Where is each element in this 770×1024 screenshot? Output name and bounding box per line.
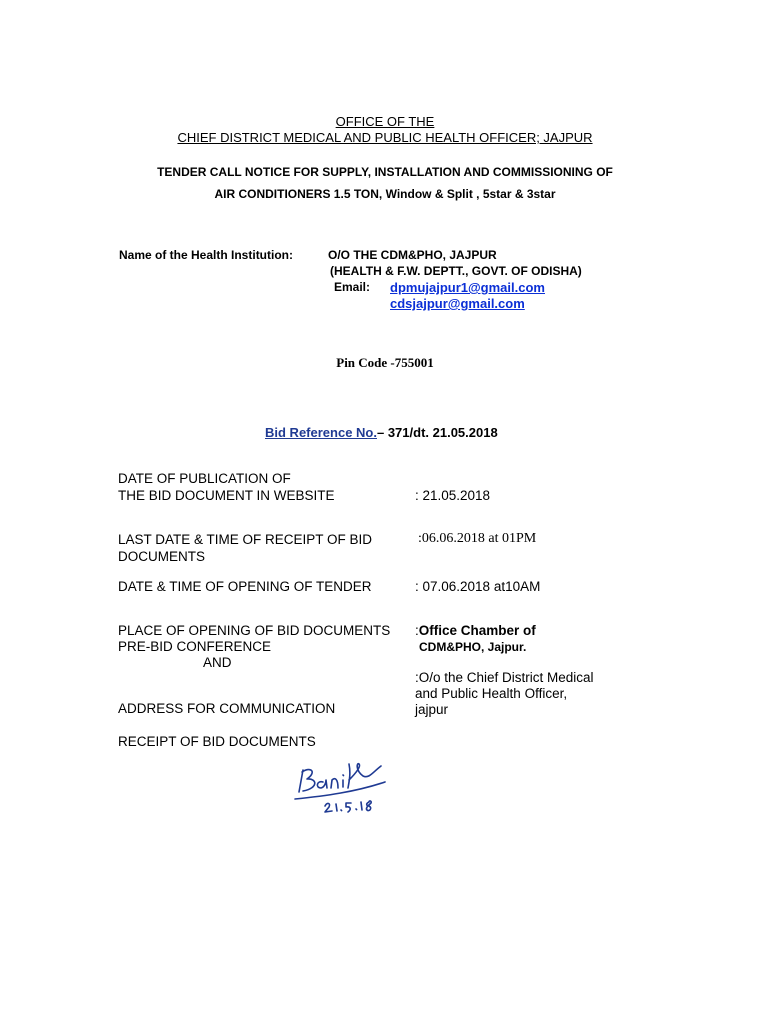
email-link-1[interactable]: dpmujajpur1@gmail.com — [390, 280, 545, 295]
publication-value: : 21.05.2018 — [415, 488, 491, 503]
place-value-line1 — [415, 623, 536, 638]
publication-label-line1: DATE OF PUBLICATION OF — [118, 471, 291, 486]
dept-close-paren: ) — [577, 264, 582, 278]
institution-name: O/O THE CDM&PHO, JAJPUR — [328, 248, 497, 262]
receipt-label-line2: DOCUMENTS — [118, 549, 205, 564]
place-value-text: Office Chamber of — [418, 623, 536, 638]
bid-reference-label: Bid Reference No. — [265, 425, 377, 440]
place-label-line3: AND — [203, 655, 232, 670]
address-label: ADDRESS FOR COMMUNICATION — [118, 701, 336, 716]
opening-value: : 07.06.2018 at10AM — [415, 579, 541, 594]
address-value-line3: jajpur — [415, 702, 449, 717]
receipt-value: :06.06.2018 at 01PM — [418, 531, 537, 546]
address-value-line2: and Public Health Officer, — [415, 686, 568, 701]
place-value-colon: : — [415, 623, 419, 638]
bid-reference-value: – 371/dt. 21.05.2018 — [376, 425, 498, 440]
receipt-docs-label: RECEIPT OF BID DOCUMENTS — [118, 734, 316, 749]
tender-title-line1: TENDER CALL NOTICE FOR SUPPLY, INSTALLATION AND COMMISSIONING OF — [157, 165, 613, 179]
address-value-line1: :O/o the Chief District Medical — [415, 670, 594, 685]
dept-name: HEALTH & F.W. DEPTT., GOVT. OF ODISHA — [334, 264, 578, 278]
tender-title-line2: AIR CONDITIONERS 1.5 TON, Window & Split , 5star & 3star — [214, 187, 556, 201]
place-label-line1: PLACE OF OPENING OF BID DOCUMENTS — [118, 623, 391, 638]
publication-label-line2: THE BID DOCUMENT IN WEBSITE — [118, 488, 335, 503]
receipt-label-line1: LAST DATE & TIME OF RECEIPT OF BID — [118, 532, 373, 547]
email-label: Email: — [334, 280, 371, 294]
place-label-line2: PRE-BID CONFERENCE — [118, 639, 272, 654]
email-link-2[interactable]: cdsjajpur@gmail.com — [390, 296, 525, 311]
pin-code: Pin Code -755001 — [336, 355, 434, 370]
office-title-line2: CHIEF DISTRICT MEDICAL AND PUBLIC HEALTH OFFICER; JAJPUR — [177, 130, 593, 145]
institution-label: Name of the Health Institution: — [119, 248, 293, 262]
opening-label: DATE & TIME OF OPENING OF TENDER — [118, 579, 372, 594]
office-title-line1: OFFICE OF THE — [335, 114, 435, 129]
institution-dept — [330, 264, 582, 278]
signature-image — [285, 752, 405, 814]
place-value-line2: CDM&PHO, Jajpur. — [419, 640, 527, 654]
dept-open-paren: ( — [330, 264, 334, 278]
bid-reference — [265, 425, 498, 440]
